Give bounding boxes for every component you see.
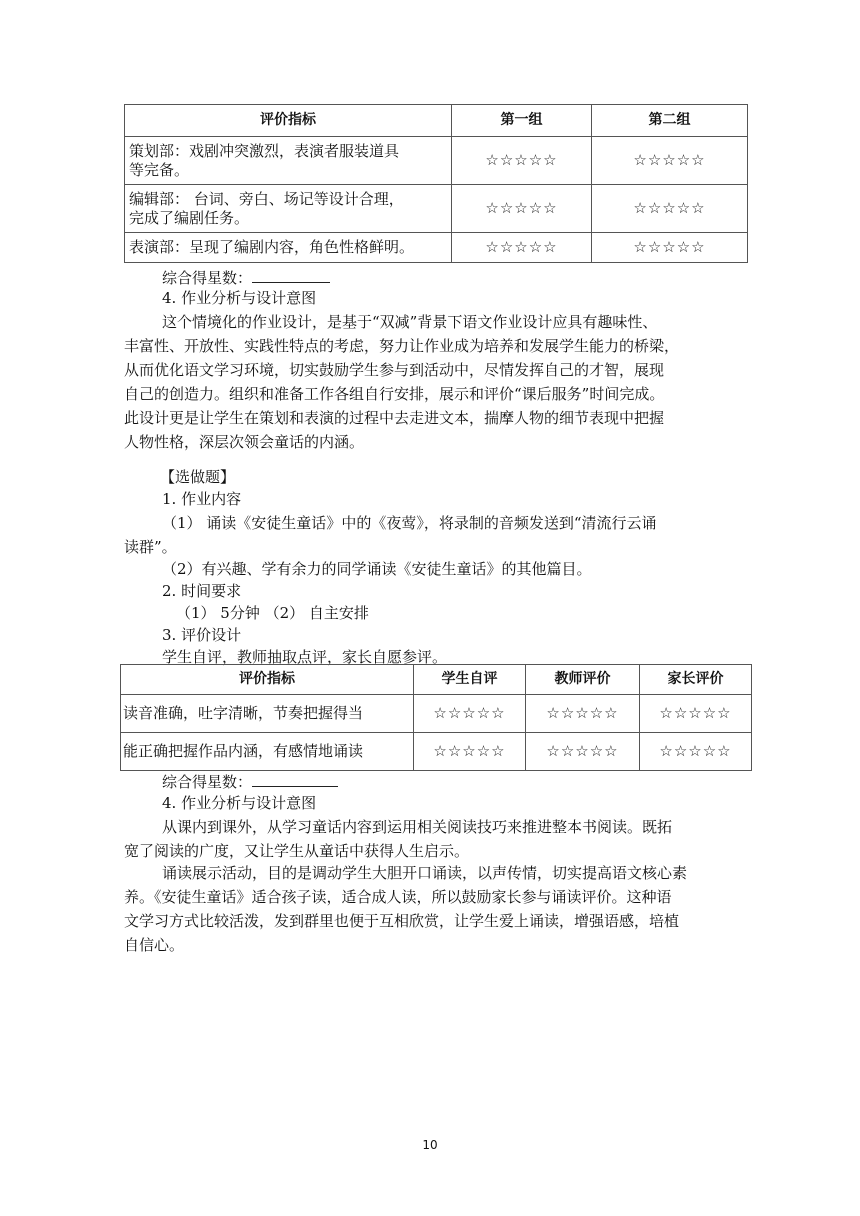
section-title: 2. 时间要求: [162, 582, 242, 600]
section-title: 4. 作业分析与设计意图: [162, 794, 317, 812]
table1-row3-criteria: 表演部：呈现了编剧内容，角色性格鲜明。: [125, 233, 452, 263]
table2-row1-criteria: 读音准确，吐字清晰，节奏把握得当: [121, 695, 414, 733]
star-rating[interactable]: ☆☆☆☆☆: [414, 733, 526, 771]
score-blank[interactable]: [252, 772, 338, 787]
star-rating[interactable]: ☆☆☆☆☆: [592, 233, 748, 263]
star-rating[interactable]: ☆☆☆☆☆: [640, 733, 752, 771]
table2-header-teacher: 教师评价: [526, 665, 640, 695]
reading-evaluation-table: [120, 664, 752, 771]
paragraph-line: 从而优化语文学习环境，切实鼓励学生参与到活动中，尽情发挥自己的才智，展现: [124, 361, 665, 379]
star-rating[interactable]: ☆☆☆☆☆: [452, 137, 592, 185]
star-rating[interactable]: ☆☆☆☆☆: [526, 695, 640, 733]
paragraph-line: 丰富性、开放性、实践性特点的考虑，努力让作业成为培养和发展学生能力的桥梁，: [124, 337, 680, 355]
paragraph-line: （1） 诵读《安徒生童话》中的《夜莺》，将录制的音频发送到“清流行云诵: [162, 514, 657, 532]
paragraph-line: 读群”。: [124, 538, 177, 556]
paragraph-line: 文学习方式比较活泼，发到群里也便于互相欣赏，让学生爱上诵读，增强语感，培植: [124, 912, 680, 930]
paragraph-line: 养。《安徒生童话》适合孩子读，适合成人读，所以鼓励家长参与诵读评价。这种语: [124, 888, 672, 906]
table2-row2-criteria: 能正确把握作品内涵，有感情地诵读: [121, 733, 414, 771]
table2-header-parent: 家长评价: [640, 665, 752, 695]
paragraph-line: 自信心。: [124, 936, 185, 954]
table-row: [125, 185, 748, 233]
star-rating[interactable]: ☆☆☆☆☆: [452, 185, 592, 233]
star-rating[interactable]: ☆☆☆☆☆: [592, 137, 748, 185]
paragraph-line: 人物性格，深层次领会童话的内涵。: [124, 433, 365, 451]
star-rating[interactable]: ☆☆☆☆☆: [414, 695, 526, 733]
paragraph-line: 从课内到课外，从学习童话内容到运用相关阅读技巧来推进整本书阅读。既拓: [162, 818, 673, 836]
paragraph-line: 诵读展示活动，目的是调动学生大胆开口诵读，以声传情，切实提高语文核心素: [162, 864, 688, 882]
star-rating[interactable]: ☆☆☆☆☆: [452, 233, 592, 263]
paragraph-line: 宽了阅读的广度，又让学生从童话中获得人生启示。: [124, 842, 470, 860]
table1-row1-criteria: 策划部：戏剧冲突激烈，表演者服装道具 等完备。: [125, 137, 452, 185]
score-blank[interactable]: [252, 268, 330, 283]
table1-header-group1: 第一组: [452, 105, 592, 137]
score-line: 综合得星数：: [162, 772, 338, 792]
table-row: [125, 137, 748, 185]
paragraph-line: 自己的创造力。组织和准备工作各组自行安排，展示和评价“课后服务”时间完成。: [124, 385, 665, 403]
score-line: 综合得星数：: [162, 268, 330, 288]
table2-header-self: 学生自评: [414, 665, 526, 695]
table2-header-criteria: 评价指标: [121, 665, 414, 695]
star-rating[interactable]: ☆☆☆☆☆: [640, 695, 752, 733]
star-rating[interactable]: ☆☆☆☆☆: [526, 733, 640, 771]
section-title: 4. 作业分析与设计意图: [162, 289, 317, 307]
paragraph-line: 此设计更是让学生在策划和表演的过程中去走进文本，揣摩人物的细节表现中把握: [124, 409, 665, 427]
paragraph-line: 这个情境化的作业设计，是基于“双减”背景下语文作业设计应具有趣味性、: [162, 313, 658, 331]
table1-row2-criteria: 编辑部： 台词、旁白、场记等设计合理， 完成了编剧任务。: [125, 185, 452, 233]
page-number: 10: [422, 1138, 438, 1152]
section-title: 1. 作业内容: [162, 490, 242, 508]
table-row: [121, 733, 752, 771]
paragraph-line: 学生自评，教师抽取点评，家长自愿参评。: [162, 648, 448, 666]
star-rating[interactable]: ☆☆☆☆☆: [592, 185, 748, 233]
paragraph-line: （1） 5分钟 （2） 自主安排: [176, 604, 369, 622]
group-evaluation-table: [124, 104, 748, 263]
table1-header-group2: 第二组: [592, 105, 748, 137]
optional-heading: 【选做题】: [160, 468, 236, 486]
table-row: [125, 233, 748, 263]
table-row: [121, 695, 752, 733]
table1-header-criteria: 评价指标: [125, 105, 452, 137]
paragraph-line: （2）有兴趣、学有余力的同学诵读《安徒生童话》的其他篇目。: [162, 560, 592, 578]
section-title: 3. 评价设计: [162, 626, 242, 644]
